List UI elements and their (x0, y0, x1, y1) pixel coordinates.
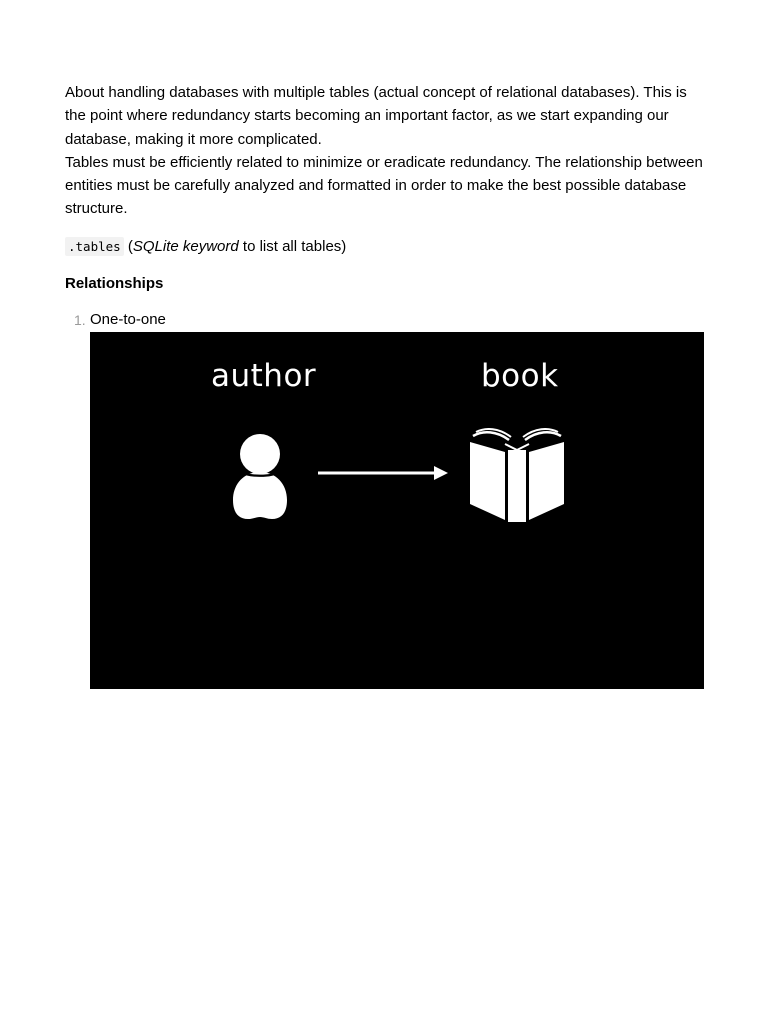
relationships-heading: Relationships (65, 274, 164, 292)
document-body (65, 81, 705, 689)
list-number: 1. (74, 311, 86, 328)
sqlite-keyword: SQLite keyword (132, 237, 239, 255)
intro-paragraph: About handling databases with multiple tables (actual concept of relational databases). This is the point where redundancy starts becoming an important factor, as we start expanding our database, making it more complicated. (65, 84, 687, 148)
tables-description: to list all tables) (238, 237, 347, 255)
one-to-one-figure (90, 332, 704, 689)
person-icon (230, 432, 290, 522)
arrow-right-icon (315, 463, 450, 483)
author-label: author (211, 357, 317, 394)
relationships-list (65, 310, 705, 689)
list-item-label: One-to-one (90, 310, 166, 328)
tables-command: .tables (65, 237, 124, 256)
list-item (65, 310, 705, 689)
open-paren: ( (123, 237, 133, 255)
open-book-icon (467, 428, 567, 524)
book-label: book (481, 357, 559, 394)
tables-command-line (65, 235, 705, 259)
redundancy-paragraph: Tables must be efficiently related to minimize or eradicate redundancy. The relationship between entities must be carefully analyzed and formatted in order to make the best possible database structure. (65, 153, 703, 218)
